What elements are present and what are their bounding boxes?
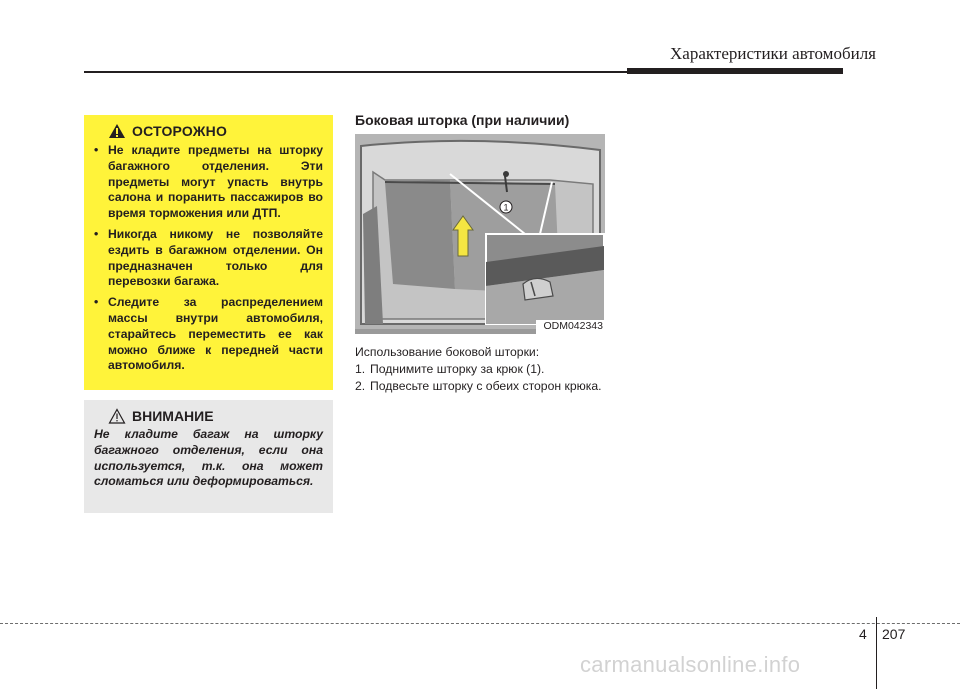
warning-triangle-icon [108, 123, 126, 139]
step-number: 1. [355, 362, 366, 376]
caution-header [94, 123, 323, 139]
notice-box [84, 400, 333, 513]
notice-header [94, 408, 323, 424]
running-header: Характеристики автомобиля [670, 44, 876, 63]
watermark: carmanualsonline.info [580, 652, 801, 677]
caution-item: • Не кладите предметы на шторку багажного отделения. Эти предметы могут упасть внутрь салона и поранить пассажиров во время торможения или ДТП. [94, 143, 323, 222]
step-item [355, 378, 605, 395]
header-rule-accent [627, 68, 843, 74]
caution-item: • Следите за распределением массы внутри автомобиля, старайтесь переместить ее как можно ближе к передней части автомобиля. [94, 295, 323, 374]
side-curtain-figure [355, 134, 605, 334]
page-number: 207 [882, 626, 906, 642]
steps-list [355, 361, 605, 395]
caution-triangle-icon [108, 408, 126, 424]
section-body [355, 344, 605, 395]
step-item [355, 361, 605, 378]
footer-divider [0, 623, 960, 624]
caution-item: • Никогда никому не позволяйте ездить в багажном отделении. Он предназначен только для перевозки багажа. [94, 227, 323, 290]
notice-title: ВНИМАНИЕ [132, 408, 214, 424]
caution-list [94, 143, 323, 374]
notice-text: Не кладите багаж на шторку багажного отделения, если она используется, т.к. она может сломаться или деформироваться. [94, 427, 323, 489]
caution-box [84, 115, 333, 390]
section-title: Боковая шторка (при наличии) [355, 112, 570, 128]
side-curtain-illustration [355, 134, 605, 334]
chapter-number: 4 [859, 626, 867, 642]
callout-number: 1 [503, 202, 509, 213]
figure-code: ODM042343 [543, 320, 603, 332]
caution-title: ОСТОРОЖНО [132, 123, 228, 139]
step-text: Поднимите шторку за крюк (1). [370, 362, 545, 376]
page-number-divider [876, 617, 877, 689]
step-text: Подвесьте шторку с обеих сторон крюка. [370, 379, 602, 393]
intro-text: Использование боковой шторки: [355, 345, 540, 359]
header-rule [84, 71, 631, 73]
step-number: 2. [355, 379, 366, 393]
